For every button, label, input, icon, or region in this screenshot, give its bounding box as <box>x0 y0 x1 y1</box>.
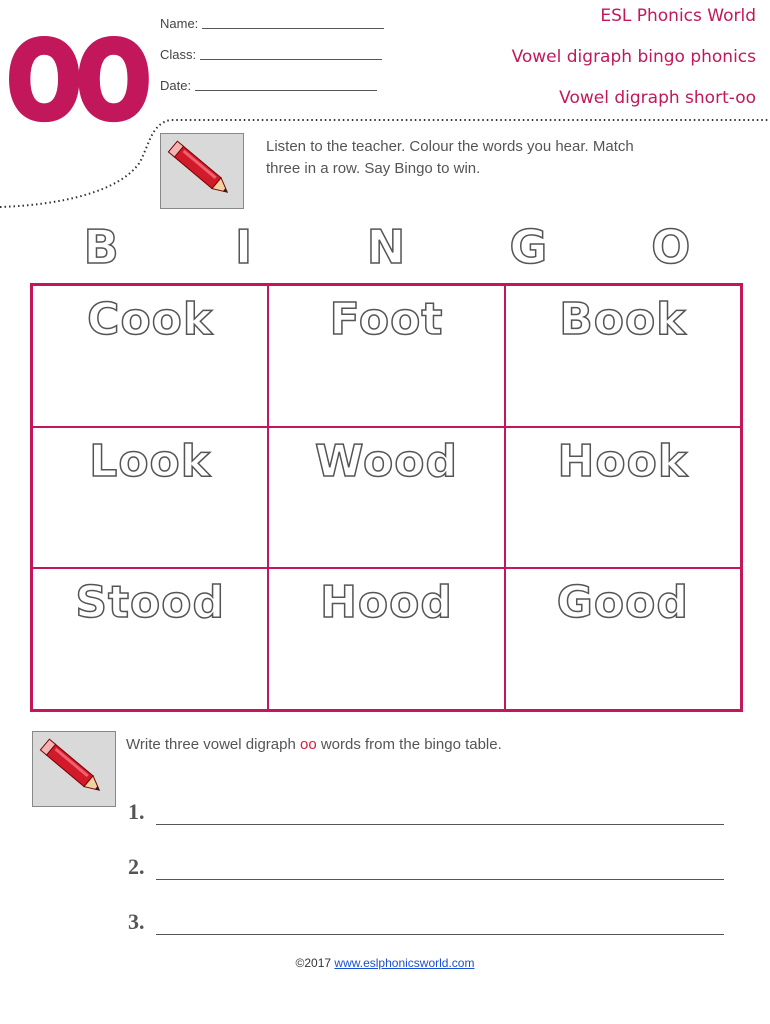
date-line[interactable] <box>195 78 377 91</box>
answer-rule[interactable] <box>156 802 724 825</box>
answer-rule[interactable] <box>156 912 724 935</box>
prompt-digraph: oo <box>299 736 317 753</box>
worksheet-subtitle: Vowel digraph short-oo <box>559 88 756 108</box>
student-info-fields <box>160 16 384 109</box>
worksheet-title: Vowel digraph bingo phonics <box>511 47 756 67</box>
date-field[interactable] <box>160 78 384 109</box>
bingo-word: Good <box>556 577 689 629</box>
footer <box>0 956 770 970</box>
bingo-word: Stood <box>75 577 225 629</box>
bingo-word: Hood <box>320 577 453 629</box>
instructions-line-1: Listen to the teacher. Colour the words you hear. Match <box>266 138 634 155</box>
answer-line[interactable] <box>128 825 724 880</box>
bingo-cell[interactable] <box>505 427 741 569</box>
instructions-line-2: three in a row. Say Bingo to win. <box>266 160 481 177</box>
bingo-header <box>30 220 742 274</box>
digraph-title: oo <box>4 0 143 156</box>
bingo-word: Hook <box>557 435 689 487</box>
prompt-text-start: Write three vowel digraph <box>126 736 300 753</box>
bingo-cell[interactable] <box>32 285 268 427</box>
class-line[interactable] <box>200 47 382 60</box>
instructions-text <box>266 136 634 180</box>
bingo-cell[interactable] <box>268 285 504 427</box>
brand-title: ESL Phonics World <box>600 6 756 26</box>
prompt-text-end: words from the bingo table. <box>316 736 502 753</box>
writing-lines <box>128 770 724 935</box>
bingo-letter: I <box>235 220 253 274</box>
bingo-word: Wood <box>315 435 458 487</box>
bingo-word: Cook <box>87 294 214 345</box>
pencil-icon <box>160 133 244 209</box>
bingo-cell[interactable] <box>268 427 504 569</box>
website-link[interactable]: www.eslphonicsworld.com <box>334 956 475 970</box>
pencil-icon <box>32 731 116 807</box>
bingo-word: Look <box>89 435 212 487</box>
bingo-cell[interactable] <box>505 285 741 427</box>
answer-rule[interactable] <box>156 857 724 880</box>
answer-number: 2. <box>128 854 145 879</box>
bingo-letter: G <box>509 220 548 274</box>
class-label: Class: <box>160 47 197 62</box>
answer-number: 1. <box>128 799 145 824</box>
name-label: Name: <box>160 16 199 31</box>
bingo-cell[interactable] <box>32 568 268 710</box>
copyright-text: ©2017 <box>295 956 335 970</box>
bingo-word: Book <box>559 294 687 345</box>
answer-number: 3. <box>128 909 145 934</box>
bingo-grid <box>30 283 743 712</box>
bingo-cell[interactable] <box>505 568 741 710</box>
writing-prompt <box>126 734 502 756</box>
bingo-letter: O <box>651 220 691 274</box>
brand-block <box>512 6 756 129</box>
bingo-cell[interactable] <box>268 568 504 710</box>
bingo-letter: N <box>366 220 406 274</box>
bingo-letter: B <box>83 220 119 274</box>
name-line[interactable] <box>202 16 384 29</box>
answer-line[interactable] <box>128 880 724 935</box>
bingo-word: Foot <box>329 294 444 345</box>
answer-line[interactable] <box>128 770 724 825</box>
class-field[interactable] <box>160 47 384 78</box>
date-label: Date: <box>160 78 192 93</box>
name-field[interactable] <box>160 16 384 47</box>
bingo-cell[interactable] <box>32 427 268 569</box>
